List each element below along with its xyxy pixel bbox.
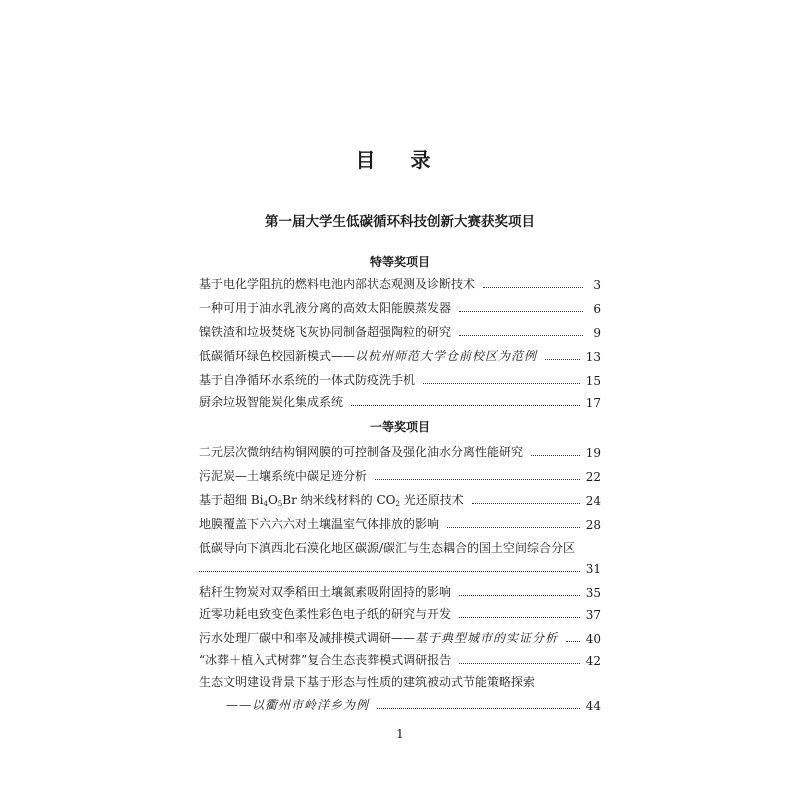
dot-leader [483, 287, 583, 288]
toc-subtitle: 第一届大学生低碳循环科技创新大赛获奖项目 [265, 214, 535, 230]
entry-page: 42 [585, 654, 601, 668]
toc-entry [199, 390, 601, 410]
toc-entry [199, 648, 601, 668]
dot-leader [375, 479, 580, 480]
dot-leader [459, 595, 580, 596]
entry-title: 厨余垃圾智能炭化集成系统 [199, 395, 344, 409]
entry-title: 一种可用于油水乳液分离的高效太阳能膜蒸发器 [199, 301, 452, 315]
entry-page: 24 [585, 494, 601, 508]
entry-page: 22 [585, 470, 601, 484]
toc-entry-leader-line [199, 693, 601, 713]
toc-title: 目 录 [355, 148, 445, 172]
toc-entry [199, 440, 601, 460]
dot-leader [459, 311, 583, 312]
entry-title: 基于超细 $Bi_4O_5Br$ 纳米线材料的 $CO_2$ 光还原技术 [199, 493, 464, 508]
dot-leader [459, 617, 580, 618]
entry-title: 基于电化学阻抗的燃料电池内部状态观测及诊断技术 [199, 277, 476, 291]
toc-entry [199, 602, 601, 622]
entry-page: 31 [585, 562, 601, 576]
section-heading-grand-prize: 特等奖项目 [369, 255, 430, 269]
toc-entry [199, 368, 601, 388]
page-number: 1 [396, 727, 404, 741]
toc-entry-title-line [199, 536, 601, 556]
entry-page: 9 [593, 326, 601, 340]
entry-page: 40 [585, 632, 601, 646]
dot-leader [531, 455, 580, 456]
dot-leader [459, 335, 583, 336]
toc-entry-leader-line [199, 556, 601, 576]
dot-leader [545, 359, 580, 360]
entry-page: 6 [593, 302, 601, 316]
entry-title-italic: 基于典型城市的实证分析 [415, 631, 559, 645]
toc-entry [199, 626, 601, 646]
entry-title: 污泥炭—土壤系统中碳足迹分析 [199, 469, 368, 483]
entry-page: 44 [585, 699, 601, 713]
toc-entry [199, 320, 601, 340]
entry-page: 28 [585, 518, 601, 532]
entry-title: 地膜覆盖下六六六对土壤温室气体排放的影响 [199, 517, 440, 531]
toc-entry [199, 272, 601, 292]
dot-leader [459, 663, 579, 664]
entry-title: 镍铁渣和垃圾焚烧飞灰协同制备超强陶粒的研究 [199, 325, 452, 339]
entry-page: 19 [585, 446, 601, 460]
entry-title: 秸秆生物炭对双季稻田土壤氮素吸附固持的影响 [199, 585, 452, 599]
toc-entry [199, 344, 601, 364]
entry-page: 17 [585, 396, 601, 410]
toc-entry [199, 488, 601, 508]
entry-title: 基于自净循环水系统的一体式防疫洗手机 [199, 373, 416, 387]
dot-leader [199, 571, 580, 572]
dot-leader [423, 383, 580, 384]
toc-entry-title-line [199, 670, 601, 690]
dot-leader [447, 527, 580, 528]
dot-leader [566, 641, 580, 642]
dot-leader [351, 405, 580, 406]
dot-leader [377, 708, 580, 709]
entry-title: 二元层次微纳结构铜网膜的可控制备及强化油水分离性能研究 [199, 445, 524, 459]
toc-entry [199, 464, 601, 484]
entry-subtitle: ——以衢州市岭洋乡为例 [226, 698, 370, 712]
entry-page: 13 [585, 350, 601, 364]
toc-entry [199, 512, 601, 532]
dot-leader [472, 503, 580, 504]
entry-page: 35 [585, 586, 601, 600]
section-heading-first-prize: 一等奖项目 [369, 420, 430, 434]
toc-entry [199, 580, 601, 600]
entry-title: 低碳导向下滇西北石漠化地区碳源/碳汇与生态耦合的国土空间综合分区 [199, 541, 576, 555]
entry-title: 生态文明建设背景下基于形态与性质的建筑被动式节能策略探索 [199, 675, 536, 689]
entry-title: “冰葬＋植入式树葬”复合生态丧葬模式调研报告 [199, 653, 452, 667]
entry-page: 37 [585, 608, 601, 622]
entry-page: 3 [593, 278, 601, 292]
entry-title: 近零功耗电致变色柔性彩色电子纸的研究与开发 [199, 607, 452, 621]
entry-title: 污水处理厂碳中和率及减排模式调研——基于典型城市的实证分析 [199, 631, 559, 645]
entry-title-italic: 以杭州师范大学仓前校区为范例 [355, 349, 538, 363]
toc-entry [199, 296, 601, 316]
entry-page: 15 [585, 374, 601, 388]
entry-title: 低碳循环绿色校园新模式——以杭州师范大学仓前校区为范例 [199, 349, 538, 363]
